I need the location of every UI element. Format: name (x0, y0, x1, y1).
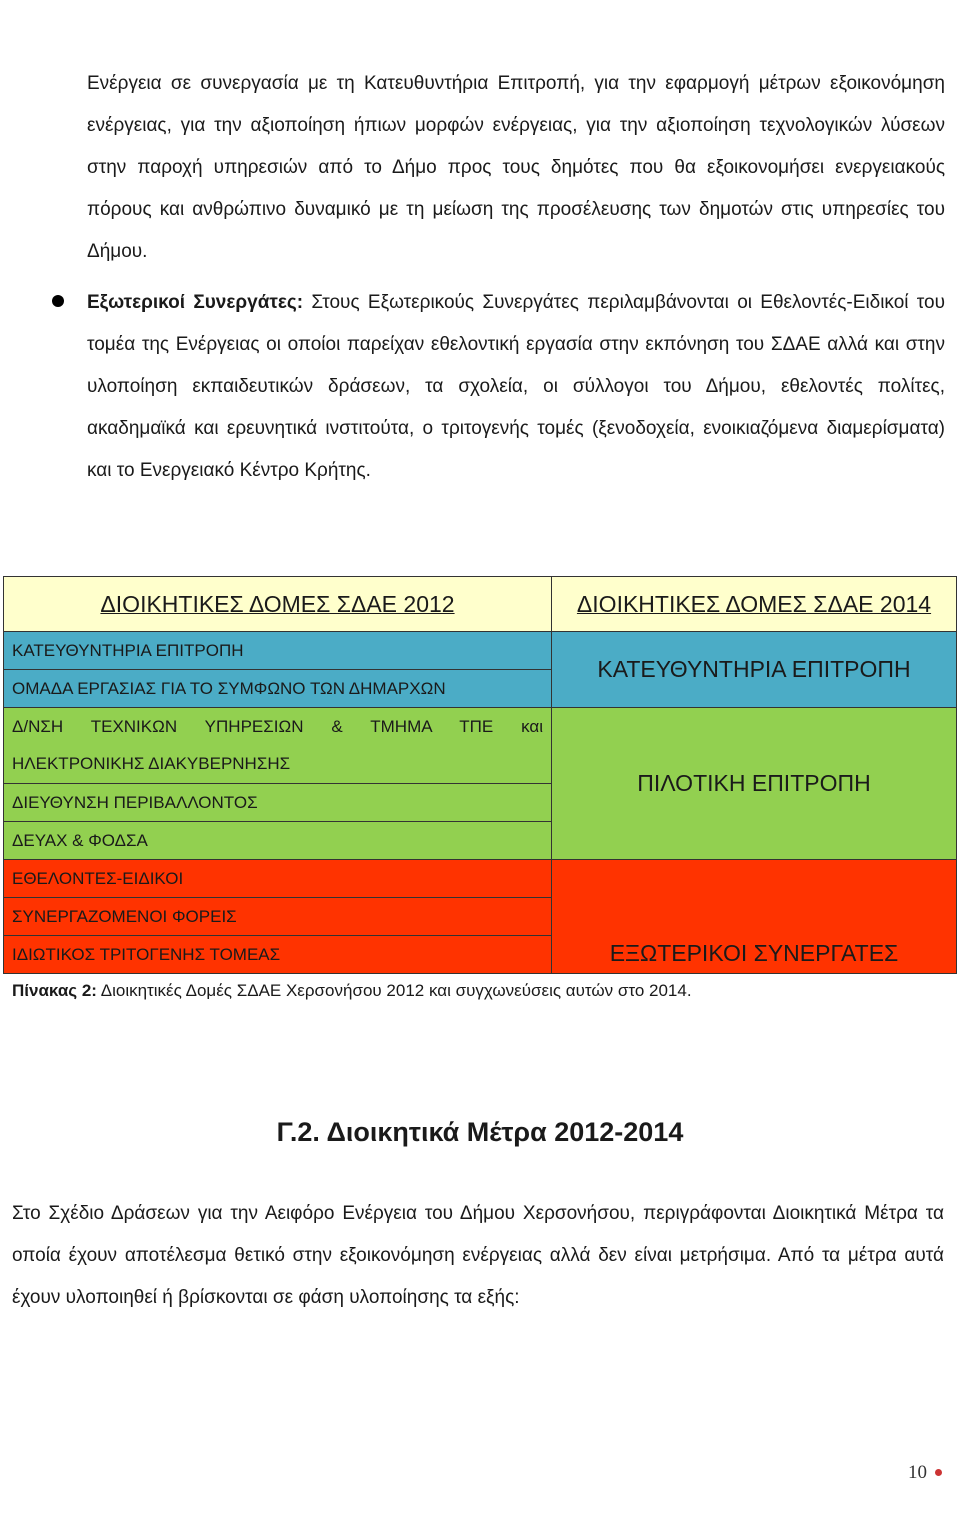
table-header-2012: ΔΙΟΙΚΗΤΙΚΕΣ ΔΟΜΕΣ ΣΔΑΕ 2012 (4, 577, 552, 632)
table-row: ΚΑΤΕΥΘΥΝΤΗΡΙΑ ΕΠΙΤΡΟΠΗ (4, 632, 552, 670)
table-row: Δ/ΝΣΗ ΤΕΧΝΙΚΩΝ ΥΠΗΡΕΣΙΩΝ & ΤΜΗΜΑ ΤΠΕ και (4, 708, 552, 746)
page-dot-icon (935, 1469, 942, 1476)
right-steering-committee: ΚΑΤΕΥΘΥΝΤΗΡΙΑ ΕΠΙΤΡΟΠΗ (552, 632, 957, 708)
table-row: ΗΛΕΚΤΡΟΝΙΚΗΣ ΔΙΑΚΥΒΕΡΝΗΣΗΣ (4, 746, 552, 784)
section-heading: Γ.2. Διοικητικά Μέτρα 2012-2014 (276, 1117, 684, 1147)
table-caption (12, 981, 692, 1001)
bullet-icon (52, 295, 64, 307)
table-row: ΟΜΑΔΑ ΕΡΓΑΣΙΑΣ ΓΙΑ ΤΟ ΣΥΜΦΩΝΟ ΤΩΝ ΔΗΜΑΡΧΩΝ (4, 670, 552, 708)
page-number: 10 (908, 1462, 927, 1483)
table-header-2014: ΔΙΟΙΚΗΤΙΚΕΣ ΔΟΜΕΣ ΣΔΑΕ 2014 (552, 577, 957, 632)
table-row: ΔΙΕΥΘΥΝΣΗ ΠΕΡΙΒΑΛΛΟΝΤΟΣ (4, 784, 552, 822)
table-row: ΙΔΙΩΤΙΚΟΣ ΤΡΙΤΟΓΕΝΗΣ ΤΟΜΕΑΣ (4, 936, 552, 974)
right-pilot-committee: ΠΙΛΟΤΙΚΗ ΕΠΙΤΡΟΠΗ (552, 708, 957, 860)
measures-paragraph: Στο Σχέδιο Δράσεων για την Αειφόρο Ενέργεια του Δήμου Χερσονήσου, περιγράφονται Διοικητικά Μέτρα τα οποία έχουν αποτέλεσμα θετικό στην εξοικονόμηση ενέργειας αλλά δεν είναι μετρήσιμα. Από τα μέτρα αυτά έχουν υλοποιηθεί ή βρίσκονται σε φάση υλοποίησης τα εξής: (12, 1203, 944, 1308)
caption-text: Διοικητικές Δομές ΣΔΑΕ Χερσονήσου 2012 και συγχωνεύσεις αυτών στο 2014. (96, 981, 692, 1000)
caption-label: Πίνακας 2: (12, 981, 97, 1000)
admin-structures-table (3, 576, 957, 974)
intro-paragraph: Ενέργεια σε συνεργασία με τη Κατευθυντήρια Επιτροπή, για την εφαρμογή μέτρων εξοικονόμηση ενέργειας, για την αξιοποίηση ήπιων μορφών ενέργειας, για την αξιοποίηση τεχνολογικών λύσεων στην παροχή υπηρεσιών από το Δήμο προς τους δημότες που θα εξοικονομήσει ενεργειακούς πόρους και ανθρώπινο δυναμικό με τη μείωση της προσέλευσης των δημοτών στις υπηρεσίες του Δήμου. (87, 73, 945, 262)
table-row: ΕΘΕΛΟΝΤΕΣ-ΕΙΔΙΚΟΙ (4, 860, 552, 898)
table-row: ΔΕΥΑΧ & ΦΟΔΣΑ (4, 822, 552, 860)
external-partners-text: Στους Εξωτερικούς Συνεργάτες περιλαμβάνονται οι Εθελοντές-Ειδικοί του τομέα της Ενέργειας οι οποίοι παρείχαν εθελοντική εργασία στην εκπόνηση του ΣΔΑΕ αλλά και στην υλοποίηση εκπαιδευτικών δράσεων, τα σχολεία, οι σύλλογοι του Δήμου, εθελοντές πολίτες, ακαδημαϊκά και ερευνητικά ινστιτούτα, ο τριτογενής τομές (ξενοδοχεία, ενοικιαζόμενα διαμερίσματα) και το Ενεργειακό Κέντρο Κρήτης. (87, 292, 945, 481)
external-partners-lead: Εξωτερικοί Συνεργάτες: (87, 292, 304, 313)
right-external-partners: ΕΞΩΤΕΡΙΚΟΙ ΣΥΝΕΡΓΑΤΕΣ (552, 860, 957, 974)
external-partners-paragraph (87, 282, 945, 492)
table-row: ΣΥΝΕΡΓΑΖΟΜΕΝΟΙ ΦΟΡΕΙΣ (4, 898, 552, 936)
